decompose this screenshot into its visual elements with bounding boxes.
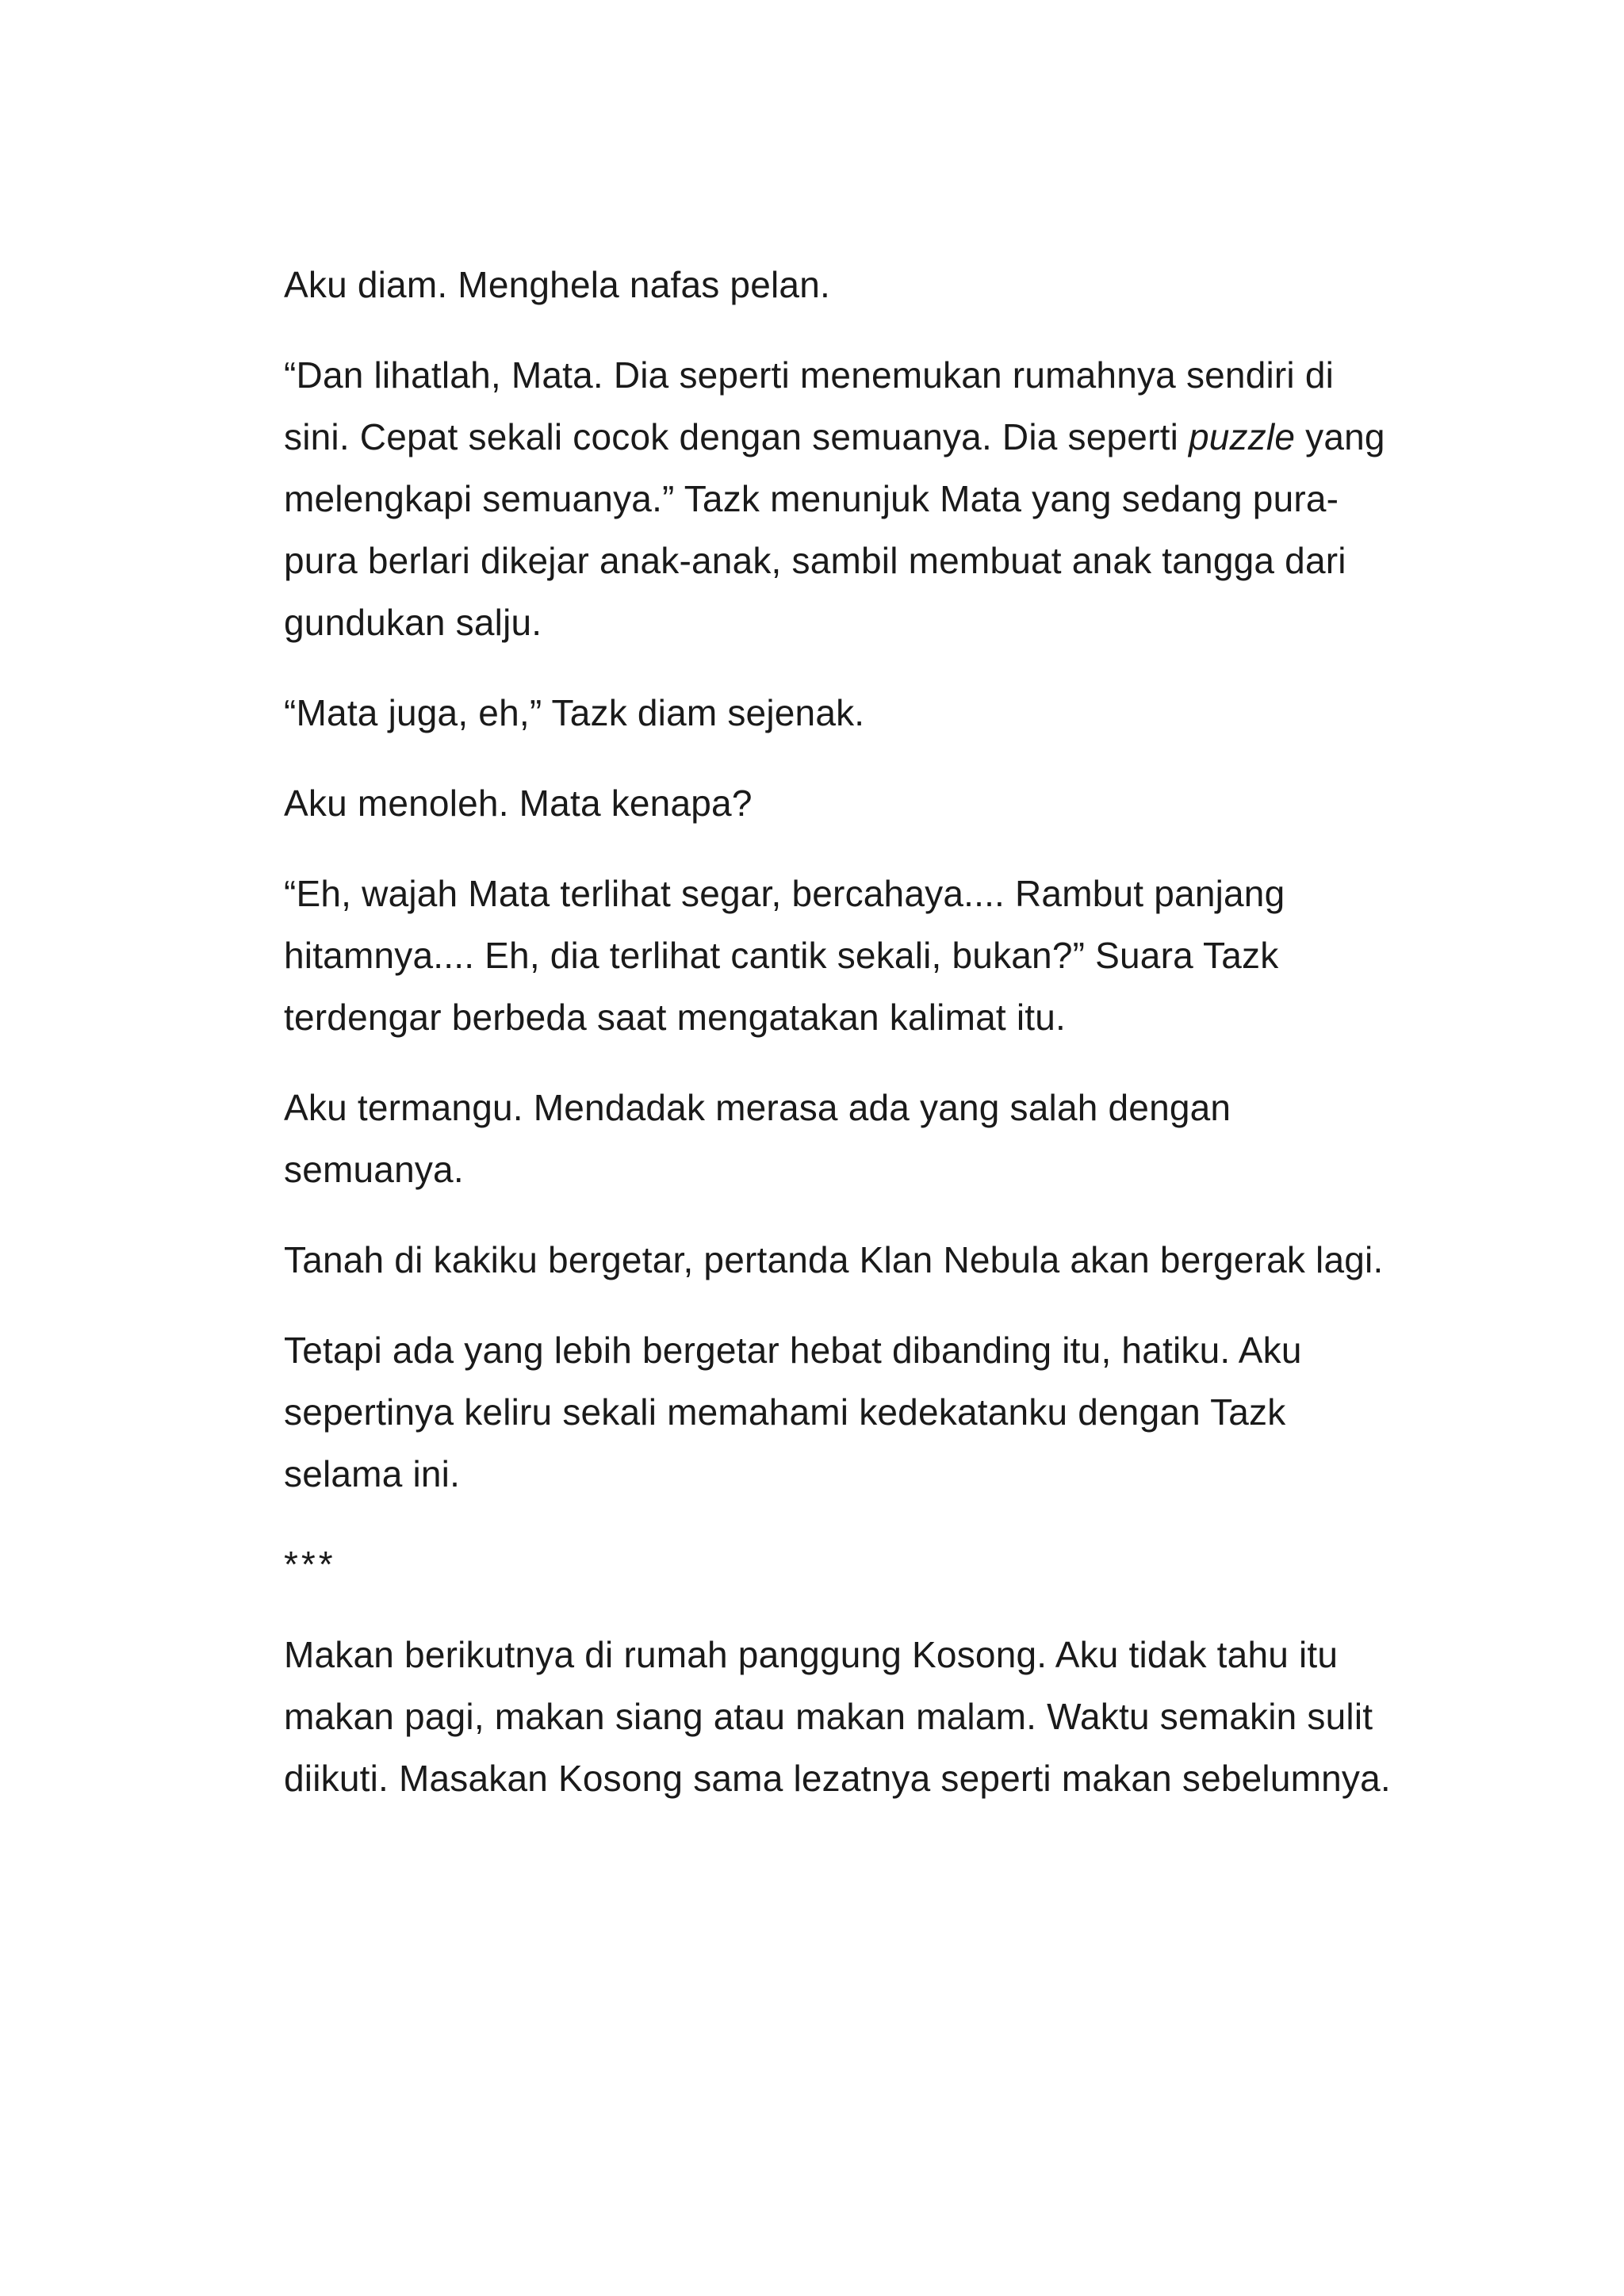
page-body bbox=[284, 254, 1394, 1838]
paragraph-4: Aku menoleh. Mata kenapa? bbox=[284, 783, 753, 824]
paragraph-9: Makan berikutnya di rumah panggung Kosong. Aku tidak tahu itu makan pagi, makan siang atau makan malam. Waktu semakin sulit diikuti. Masakan Kosong sama lezatnya seperti makan sebelumnya. bbox=[284, 1634, 1391, 1799]
paragraph-6: Aku termangu. Mendadak merasa ada yang salah dengan semuanya. bbox=[284, 1087, 1231, 1190]
paragraph-2-part-1: “Dan lihatlah, Mata. Dia seperti menemukan rumahnya sendiri di sini. Cepat sekali cocok dengan semuanya. Dia seperti bbox=[284, 354, 1335, 457]
paragraph-8: Tetapi ada yang lebih bergetar hebat dibanding itu, hatiku. Aku sepertinya keliru sekali memahami kedekatanku dengan Tazk selama ini. bbox=[284, 1330, 1302, 1494]
paragraph-2-part-2: yang melengkapi semuanya.” Tazk menunjuk Mata yang sedang pura-pura berlari dikejar anak-anak, sambil membuat anak tangga dari gundukan salju. bbox=[284, 416, 1385, 643]
scene-separator: *** bbox=[284, 1544, 336, 1585]
paragraph-1: Aku diam. Menghela nafas pelan. bbox=[284, 264, 830, 305]
paragraph-3: “Mata juga, eh,” Tazk diam sejenak. bbox=[284, 692, 865, 733]
paragraph-2 bbox=[284, 344, 1394, 653]
paragraph-7: Tanah di kakiku bergetar, pertanda Klan Nebula akan bergerak lagi. bbox=[284, 1239, 1384, 1280]
paragraph-2-italic-word: puzzle bbox=[1188, 416, 1296, 457]
paragraph-5: “Eh, wajah Mata terlihat segar, bercahaya.... Rambut panjang hitamnya.... Eh, dia terlihat cantik sekali, bukan?” Suara Tazk terdengar berbeda saat mengatakan kalimat itu. bbox=[284, 873, 1285, 1038]
